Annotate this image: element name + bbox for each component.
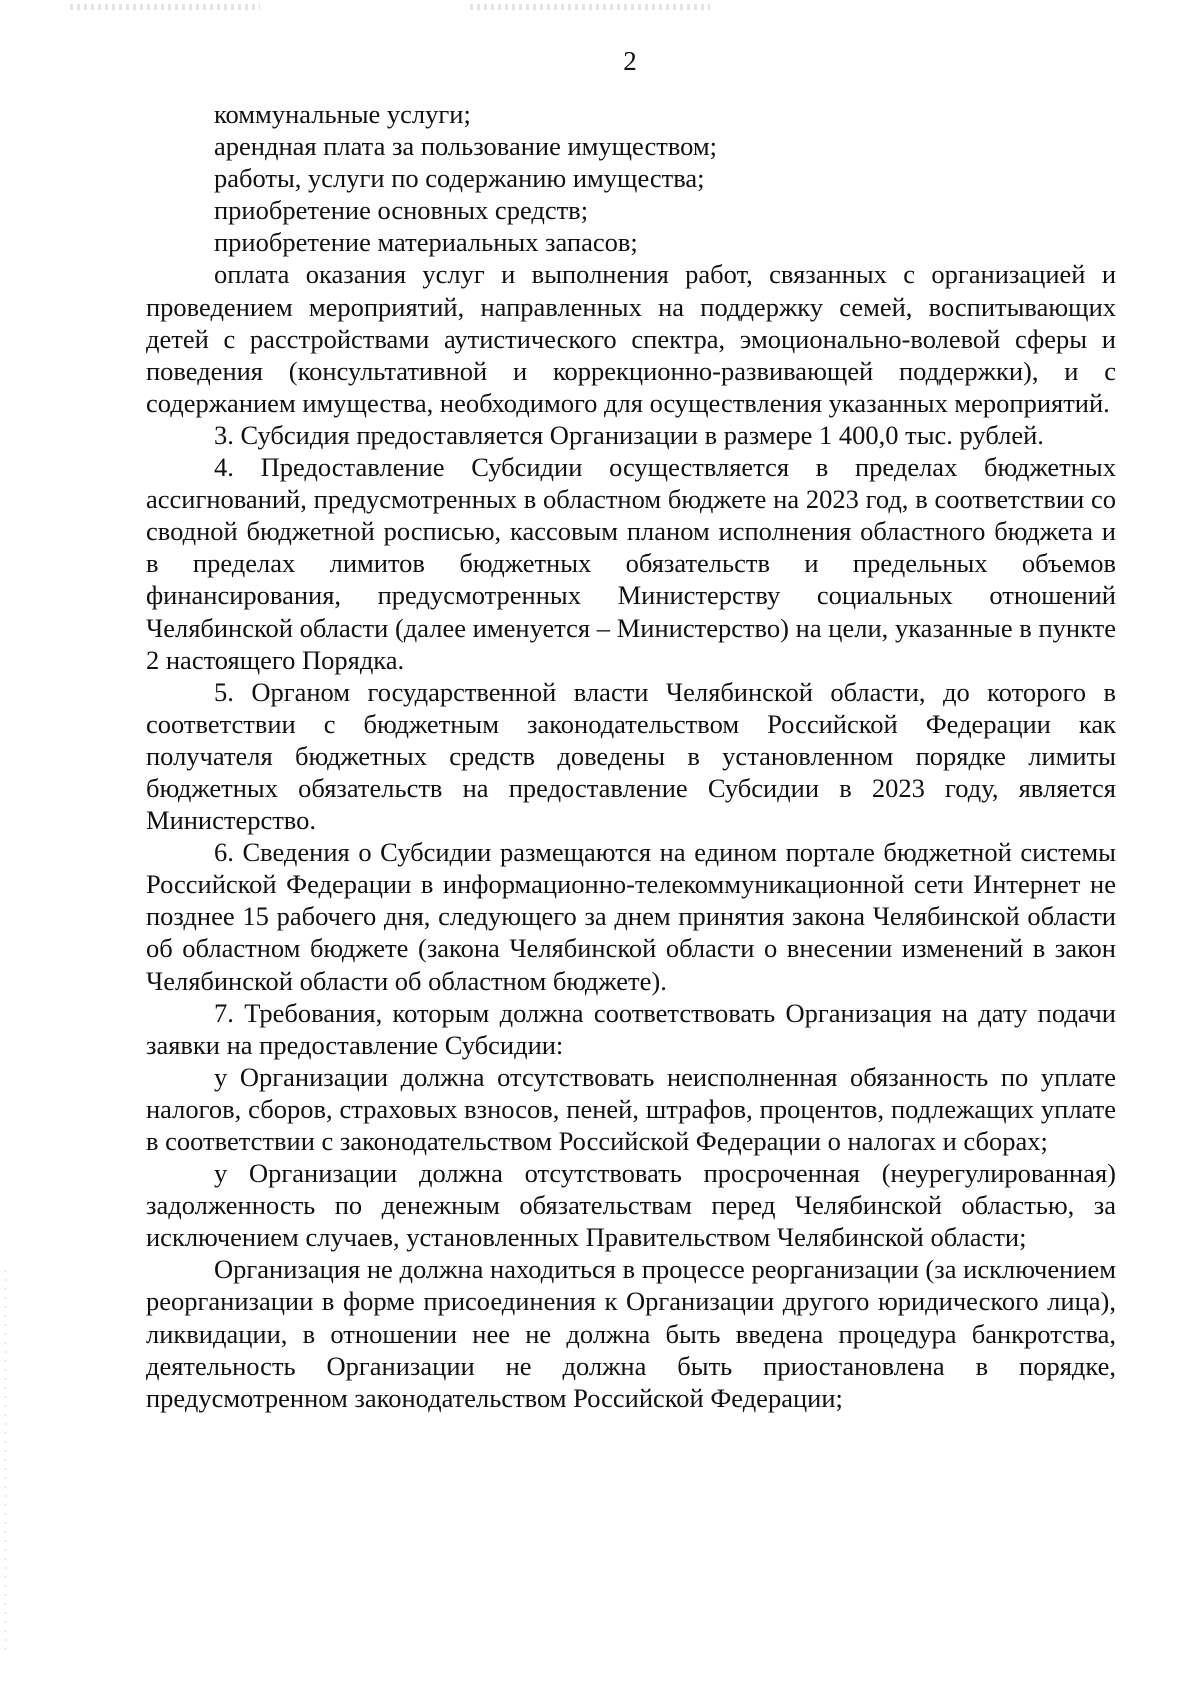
page-number: 2 xyxy=(623,46,637,76)
paragraph: оплата оказания услуг и выполнения работ, связанных с организацией и проведением мероприятий, направленных на поддержку семей, воспитывающих детей с расстройствами аутистического спектра, эмоционально-волевой сферы и поведения (консультативной и коррекционно-развивающей поддержки), и с содержанием имущества, необходимого для осуществления указанных мероприятий. xyxy=(146,259,1116,418)
scan-artifact-left xyxy=(4,1270,7,1650)
document-body xyxy=(146,98,1116,1414)
paragraph: приобретение основных средств; xyxy=(214,195,589,226)
paragraph: 5. Органом государственной власти Челябинской области, до которого в соответствии с бюджетным законодательством Российской Федерации как получателя бюджетных средств доведены в установленном порядке лимиты бюджетных обязательств на предоставление Субсидии в 2023 году, является Министерство. xyxy=(146,676,1116,836)
scan-artifact-top xyxy=(470,4,710,10)
paragraph: приобретение материальных запасов; xyxy=(214,227,638,258)
paragraph: у Организации должна отсутствовать просроченная (неурегулированная) задолженность по денежным обязательствам перед Челябинской областью, за исключением случаев, установленных Правительством Челябинской области; xyxy=(146,1158,1116,1253)
paragraph: 7. Требования, которым должна соответствовать Организация на дату подачи заявки на предоставление Субсидии: xyxy=(146,997,1116,1060)
paragraph: арендная плата за пользование имуществом; xyxy=(214,131,718,162)
scan-artifact-top xyxy=(70,4,260,10)
paragraph: коммунальные услуги; xyxy=(214,99,471,129)
paragraph: у Организации должна отсутствовать неисполненная обязанность по уплате налогов, сборов, страховых взносов, пеней, штрафов, процентов, подлежащих уплате в соответствии с законодательством Российской Федерации о налогах и сборах; xyxy=(146,1061,1116,1156)
paragraph: 6. Сведения о Субсидии размещаются на едином портале бюджетной системы Российской Федерации в информационно-телекоммуникационной сети Интернет не позднее 15 рабочего дня, следующего за днем принятия закона Челябинской области об областном бюджете (закона Челябинской области о внесении изменений в закон Челябинской области об областном бюджете). xyxy=(146,837,1116,996)
paragraph: 3. Субсидия предоставляется Организации в размере 1 400,0 тыс. рублей. xyxy=(214,419,1044,450)
paragraph: 4. Предоставление Субсидии осуществляется в пределах бюджетных ассигнований, предусмотренных в областном бюджете на 2023 год, в соответствии со сводной бюджетной росписью, кассовым планом исполнения областного бюджета и в пределах лимитов бюджетных обязательств и предельных объемов финансирования, предусмотренных Министерству социальных отношений Челябинской области (далее именуется – Министерство) на цели, указанные в пункте 2 настоящего Порядка. xyxy=(146,452,1116,675)
paragraph: Организация не должна находиться в процессе реорганизации (за исключением реорганизации в форме присоединения к Организации другого юридического лица), ликвидации, в отношении нее не должна быть введена процедура банкротства, деятельность Организации не должна быть приостановлена в порядке, предусмотренном законодательством Российской Федерации; xyxy=(146,1254,1116,1413)
paragraph: работы, услуги по содержанию имущества; xyxy=(214,163,705,194)
